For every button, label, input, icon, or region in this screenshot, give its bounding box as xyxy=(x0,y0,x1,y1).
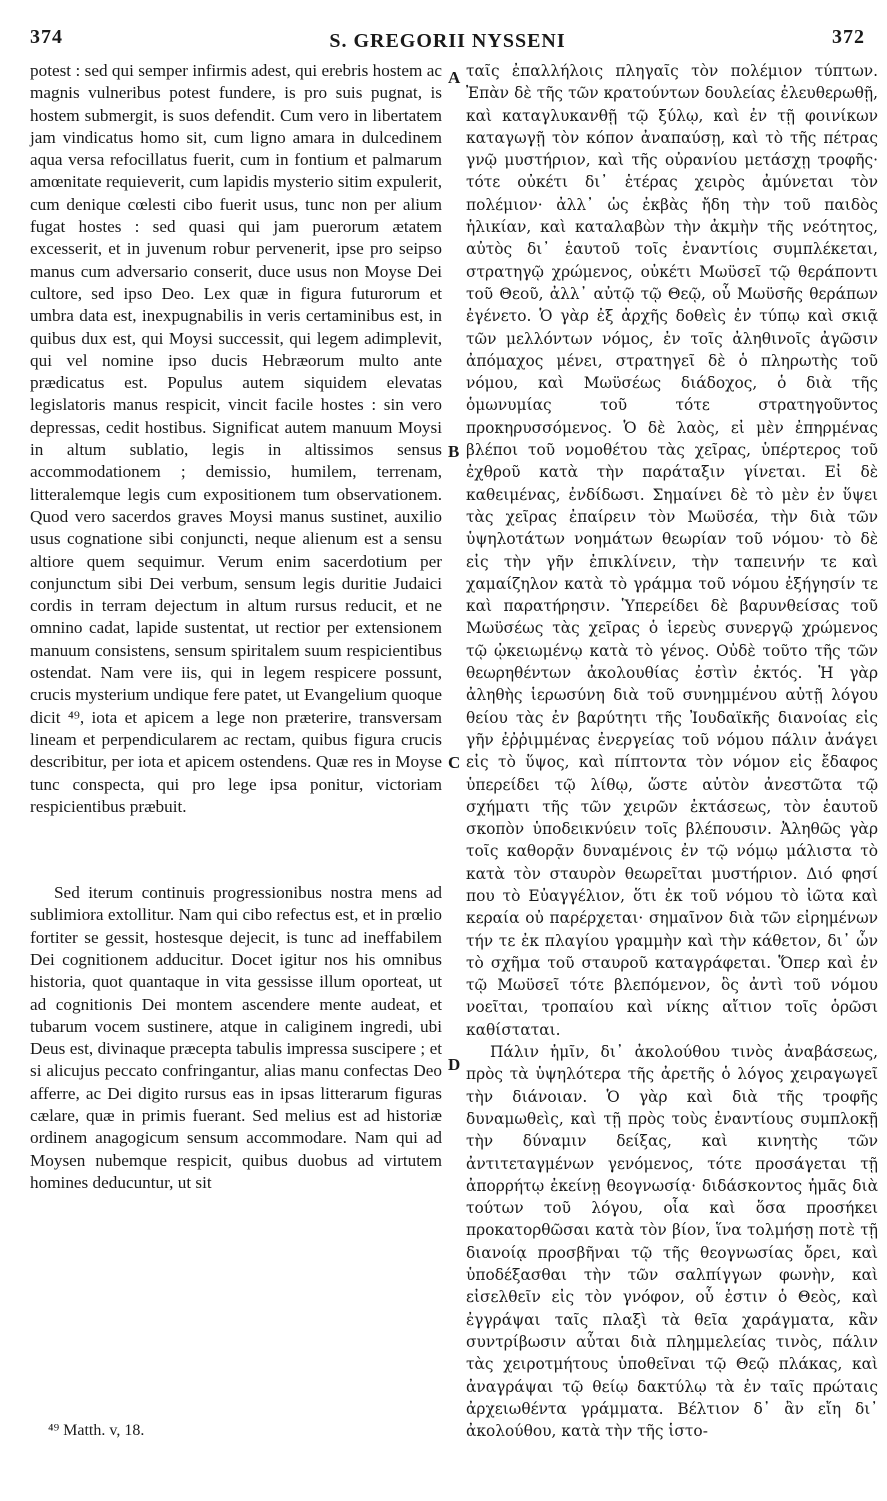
latin-paragraph-2: Sed iterum continuis progressionibus nostra mens ad sublimiora extollitur. Nam qui cibo refectus est, et in prœlio fortiter se gessit, hostesque dejecit, is tunc ad ineffabilem Dei cognitionem adducitur. Docet igitur nos his omnibus historia, quot quantaque in vita gessisse illum oporteat, ut ad cognitionis Dei montem ascendere mente audeat, et tubarum vocem sustinere, atque in caliginem ingredi, ubi Deus est, divinaque præcepta tabulis impressa suscipere ; et si alicujus peccato confringantur, alias manu confectas Deo afferre, ac Dei digito rursus eas in ipsas litterarum figuras cælare, quæ in primis fuerant. Sed melius est ad historiæ ordinem anagogicum sensum accommodare. Nam qui ad Moysen nubemque respicit, quibus duobus ad virtutem homines deducuntur, ut sit xyxy=(30,883,442,1192)
margin-marker-a: A xyxy=(448,68,461,87)
right-page-number: 372 xyxy=(832,26,865,48)
margin-marker-c: C xyxy=(448,753,461,772)
latin-paragraph-1: potest : sed qui semper infirmis adest, qui erebris hostem ac magnis vulneribus potest fundere, is pro suis pugnat, is hostem submergit, is suos defendit. Cum vero in libertatem jam vindicatus homo sit, cum ligno amara in dulcedinem aqua versa refocillatus fuerit, cum in fontium et palmarum amœnitate requieverit, cum lapidis mysterio sitim expulerit, cum denique cœlesti cibo fuerit usus, tunc non per alium fugat hostes : sed quasi qui jam puerorum ætatem excesserit, et in juvenum robur pervenerit, ipse pro seipso manus cum adversario conserit, duce usus non Moyse Dei cultore, sed ipso Deo. Lex quæ in figura futurorum et umbra data est, inexpugnabilis in veris certaminibus est, in quibus dux est, qui Moysi successit, qui legem adimplevit, qui vel nomine ipso ducis Hebræorum multo ante prædicatus est. Populus autem siquidem elevatas legislatoris manus respicit, vincit facile hostes : sin vero depressas, cedit hostibus. Significat autem manuum Moysi in altum sublatio, legis in altissimos sensus accommodationem ; demissio, humilem, terrenam, litteralemque legis cum expositionem tum observationem. Quod vero sacerdos graves Moysi manus sustinet, auxilio usus cognatione sibi conjuncti, neque alienum est a sensu altiore quem sequimur. Verum enim sacerdotium per conjunctum sibi Dei verbum, sensum legis duritie Judaici cordis in terram dejectum in altum rursus reducit, et ne omnino cadat, lapide sustentat, ut rectior per extensionem manuum consistens, sensum spiritalem suum respicientibus ostendat. Nam vere iis, qui in legem respicere possunt, crucis mysterium undique fere patet, ut Evangelium quoque dicit ⁴⁹, iota et apicem a lege non præterire, transversam lineam et perpendicularem ac rectam, quibus figura crucis describitur, per iota et apicem ostendens. Quæ res in Moyse tunc conspecta, qui pro lege ipsa ponitur, victoriam respicientibus præbuit. xyxy=(30,61,442,816)
greek-column xyxy=(466,60,878,1461)
margin-marker-d: D xyxy=(448,1055,461,1074)
running-header xyxy=(30,26,865,56)
latin-column xyxy=(30,60,442,1461)
greek-paragraph-2: Πάλιν ἡμῖν, δι᾽ ἀκολούθου τινὸς ἀναβάσεως, πρὸς τὰ ὑψηλότερα τῆς ἀρετῆς ὁ λόγος χειραγωγεῖ τὴν διάνοιαν. Ὁ γὰρ καὶ διὰ τῆς τροφῆς δυναμωθεὶς, καὶ τῇ πρὸς τοὺς ἐναντίους συμπλοκῇ τὴν δύναμιν δείξας, καὶ κινητὴς τῶν ἀντιτεταγμένων γενόμενος, τότε προσάγεται τῇ ἀπορρήτῳ ἐκείνῃ θεογνωσίᾳ· διδάσκοντος ἡμᾶς διὰ τούτων τοῦ λόγου, οἷα καὶ ὅσα προσήκει προκατορθῶσαι κατὰ τὸν βίον, ἵνα τολμήσῃ ποτὲ τῇ διανοίᾳ προσβῆναι τῷ τῆς θεογνωσίας ὄρει, καὶ ὑποδέξασθαι τὴν τῶν σαλπίγγων φωνὴν, καὶ εἰσελθεῖν εἰς τὸν γνόφον, οὗ ἐστιν ὁ Θεὸς, καὶ ἐγγράψαι ταῖς πλαξὶ τὰ θεῖα χαράγματα, κἂν συντρίβωσιν αὗται διὰ πλημμελείας τινὸς, πάλιν τὰς χειροτμήτους ὑποθεῖναι τῷ Θεῷ πλάκας, καὶ ἀναγράψαι τῷ θείῳ δακτύλῳ τὰ ἐν ταῖς πρώταις ἀρχειωθέντα γράμματα. Βέλτιον δ᾽ ἂν εἴη δι᾽ ἀκολούθου, κατὰ τὴν τῆς ἱστο- xyxy=(466,1043,878,1441)
margin-marker-b: B xyxy=(448,442,460,461)
greek-paragraph-1: ταῖς ἐπαλλήλοις πληγαῖς τὸν πολέμιον τύπτων. Ἐπὰν δὲ τῆς τῶν κρατούντων δουλείας ἐλευθερωθῇ, καὶ καταγλυκανθῇ τῷ ξύλῳ, καὶ ἐν τῇ φοινίκων καταγωγῇ τὸν κόπον ἀναπαύσῃ, καὶ τὸ τῆς πέτρας γνῷ μυστήριον, καὶ τῆς οὐρανίου μετάσχῃ τροφῆς· τότε οὐκέτι δι᾽ ἑτέρας χειρὸς ἀμύνεται τὸν πολέμιον· ἀλλ᾽ ὡς ἐκβὰς ἤδη τὴν τοῦ παιδὸς ἡλικίαν, καὶ καταλαβὼν τὴν ἀκμὴν τῆς νεότητος, αὐτὸς δι᾽ ἑαυτοῦ τοῖς ἐναντίοις συμπλέκεται, στρατηγῷ χρώμενος, οὐκέτι Μωϋσεῖ τῷ θεράποντι τοῦ Θεοῦ, ἀλλ᾽ αὐτῷ τῷ Θεῷ, οὗ Μωϋσῆς θεράπων ἐγένετο. Ὁ γὰρ ἐξ ἀρχῆς δοθεὶς ἐν τύπῳ καὶ σκιᾷ τῶν μελλόντων νόμος, ἐν τοῖς ἀληθινοῖς ἀγῶσιν ἀπόμαχος μένει, στρατηγεῖ δὲ ὁ πληρωτὴς τοῦ νόμου, καὶ Μωϋσέως διάδοχος, ὁ διὰ τῆς ὁμωνυμίας τοῦ τότε στρατηγοῦντος προκηρυσσόμενος. Ὁ δὲ λαὸς, εἰ μὲν ἐπηρμένας βλέποι τοῦ νομοθέτου τὰς χεῖρας, ὑπέρτερος τοῦ ἐχθροῦ κατὰ τὴν παράταξιν γίνεται. Εἰ δὲ καθειμένας, ἐνδίδωσι. Σημαίνει δὲ τὸ μὲν ἐν ὕψει τὰς χεῖρας ἐπαίρειν τὸν Μωϋσέα, τὴν διὰ τῶν ὑψηλοτάτων νοημάτων θεωρίαν τοῦ νόμου· τὸ δὲ εἰς τὴν γῆν ἐπικλίνειν, τὴν ταπεινήν τε καὶ χαμαίζηλον κατὰ τὸ γράμμα τοῦ νόμου ἐξήγησίν τε καὶ παρατήρησιν. Ὑπερείδει δὲ βαρυνθείσας τοῦ Μωϋσέως τὰς χεῖρας ὁ ἱερεὺς συνεργῷ χρώμενος τῷ ᾠκειωμένῳ κατὰ τὸ γένος. Οὐδὲ τοῦτο τῆς τῶν θεωρηθέντων ἀκολουθίας ἐστὶν ἐκτός. Ἡ γὰρ ἀληθὴς ἱερωσύνη διὰ τοῦ συνημμένου αὐτῇ λόγου θείου τὰς ἐν βαρύτητι τῆς Ἰουδαϊκῆς διανοίας εἰς γῆν ἐῤῥιμμένας ἐνεργείας τοῦ νόμου πάλιν ἀνάγει εἰς τὸ ὕψος, καὶ πίπτοντα τὸν νόμον εἰς ἔδαφος ὑπερείδει τῷ λίθῳ, ὥστε αὐτὸν ἀνεστῶτα τῷ σχήματι τῆς τῶν χειρῶν ἐκτάσεως, τὸν ἑαυτοῦ σκοπὸν ὑποδεικνύειν τοῖς βλέπουσιν. Ἀληθῶς γὰρ τοῖς καθορᾷν δυναμένοις ἐν τῷ νόμῳ μάλιστα τὸ κατὰ τὸν σταυρὸν θεωρεῖται μυστήριον. Διό φησί που τὸ Εὐαγγέλιον, ὅτι ἐκ τοῦ νόμου τὸ ἰῶτα καὶ κεραία οὐ παρέρχεται· σημαῖνον διὰ τῶν εἰρημένων τήν τε ἐκ πλαγίου γραμμὴν καὶ τὴν κάθετον, δι᾽ ὧν τὸ σχῆμα τοῦ σταυροῦ καταγράφεται. Ὅπερ καὶ ἐν τῷ Μωϋσεῖ τότε βλεπόμενον, ὃς ἀντὶ τοῦ νόμου νοεῖται, τροπαίου καὶ νίκης αἴτιον τοῖς ὁρῶσι καθίσταται. xyxy=(466,62,878,1039)
left-page-number: 374 xyxy=(30,26,63,48)
running-title: S. GREGORII NYSSENI xyxy=(329,30,566,52)
footnote: ⁴⁹ Matth. v, 18. xyxy=(48,1422,145,1439)
